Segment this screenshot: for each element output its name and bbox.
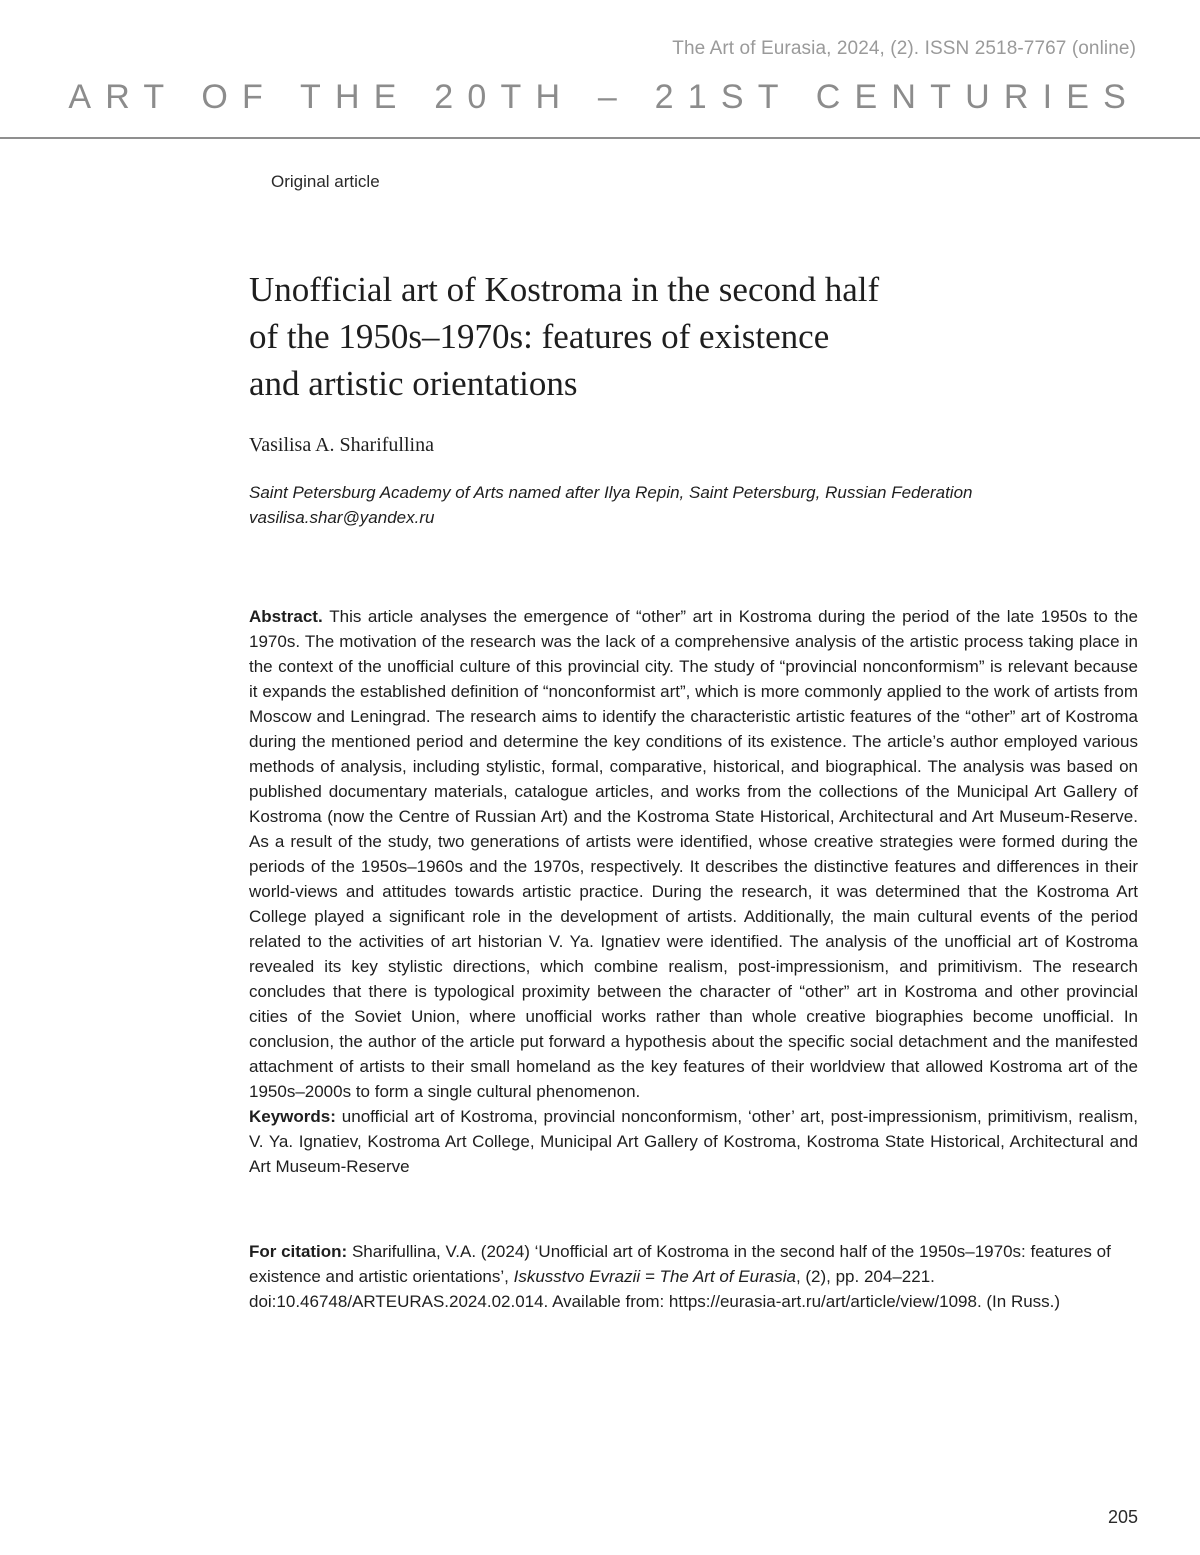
keywords-label: Keywords:: [249, 1107, 342, 1126]
title-line: of the 1950s–1970s: features of existence: [249, 317, 830, 356]
keywords-paragraph: [249, 1104, 1138, 1179]
citation-section: [249, 1239, 1138, 1314]
affiliation: Saint Petersburg Academy of Arts named after Ilya Repin, Saint Petersburg, Russian Federation: [249, 483, 973, 502]
author-email: vasilisa.shar@yandex.ru: [249, 508, 435, 527]
journal-citation-line: The Art of Eurasia, 2024, (2). ISSN 2518-7767 (online): [672, 38, 1136, 59]
author-name: Vasilisa A. Sharifullina: [249, 434, 434, 456]
citation-journal: Iskusstvo Evrazii = The Art of Eurasia: [513, 1267, 796, 1286]
article-title: [249, 266, 969, 407]
title-line: Unofficial art of Kostroma in the second half: [249, 270, 880, 309]
keywords-text: unofficial art of Kostroma, provincial nonconformism, ‘other’ art, post-impressionism, primitivism, realism, V. Ya. Ignatiev, Kostroma Art College, Municipal Art Gallery of Kostroma, Kostroma State Historical, Architectural and Art Museum-Reserve: [249, 1107, 1138, 1176]
abstract-label: Abstract.: [249, 607, 330, 626]
citation-paragraph: [249, 1239, 1138, 1314]
citation-details: , (2), pp. 204–221. doi:10.46748/ARTEURAS.2024.02.014. Available from: https://eurasia-art.ru/art/article/view/1098. (In Russ.): [249, 1267, 1061, 1311]
abstract-text: This article analyses the emergence of “other” art in Kostroma during the period of the late 1950s to the 1970s. The motivation of the research was the lack of a comprehensive analysis of the artistic process taking place in the context of the unofficial culture of this provincial city. The study of “provincial nonconformism” is relevant because it expands the established definition of “nonconformist art”, which is more commonly applied to the work of artists from Moscow and Leningrad. The research aims to identify the characteristic artistic features of the “other” art of Kostroma during the mentioned period and determine the key conditions of its existence. The article’s author employed various methods of analysis, including stylistic, formal, comparative, historical, and biographical. The analysis was based on published documentary materials, catalogue articles, and works from the collections of the Municipal Art Gallery of Kostroma (now the Centre of Russian Art) and the Kostroma State Historical, Architectural and Art Museum-Reserve. As a result of the study, two generations of artists were identified, whose creative strategies were formed during the periods of the 1950s–1960s and the 1970s, respectively. It describes the distinctive features and differences in their world-views and attitudes towards artistic practice. During the research, it was determined that the Kostroma Art College played a significant role in the development of artists. Additionally, the main cultural events of the period related to the activities of art historian V. Ya. Ignatiev were identified. The analysis of the unofficial art of Kostroma revealed its key stylistic directions, which combine realism, post-impressionism, and primitivism. The research concludes that there is typological proximity between the character of “other” art in Kostroma and other provincial cities of the Soviet Union, where unofficial works rather than whole creative biographies become unofficial. In conclusion, the author of the article put forward a hypothesis about the specific social detachment and the manifested attachment of artists to their small homeland as the key features of their worldview that allowed Kostroma art of the 1950s–2000s to form a single cultural phenomenon.: [249, 607, 1138, 1101]
citation-label: For citation:: [249, 1242, 352, 1261]
header-divider: [0, 137, 1200, 139]
abstract-section: [249, 604, 1138, 1179]
article-type: Original article: [271, 172, 380, 191]
section-title: ART OF THE 20TH – 21ST CENTURIES: [68, 78, 1140, 116]
title-line: and artistic orientations: [249, 364, 578, 403]
abstract-paragraph: [249, 604, 1138, 1104]
page-number: 205: [1107, 1507, 1138, 1527]
author-affiliation-block: [249, 480, 973, 530]
citation-text: Sharifullina, V.A. (2024) ‘Unofficial art of Kostroma in the second half of the 1950s–1970s: features of existence and artistic orientations’,: [249, 1242, 1111, 1286]
